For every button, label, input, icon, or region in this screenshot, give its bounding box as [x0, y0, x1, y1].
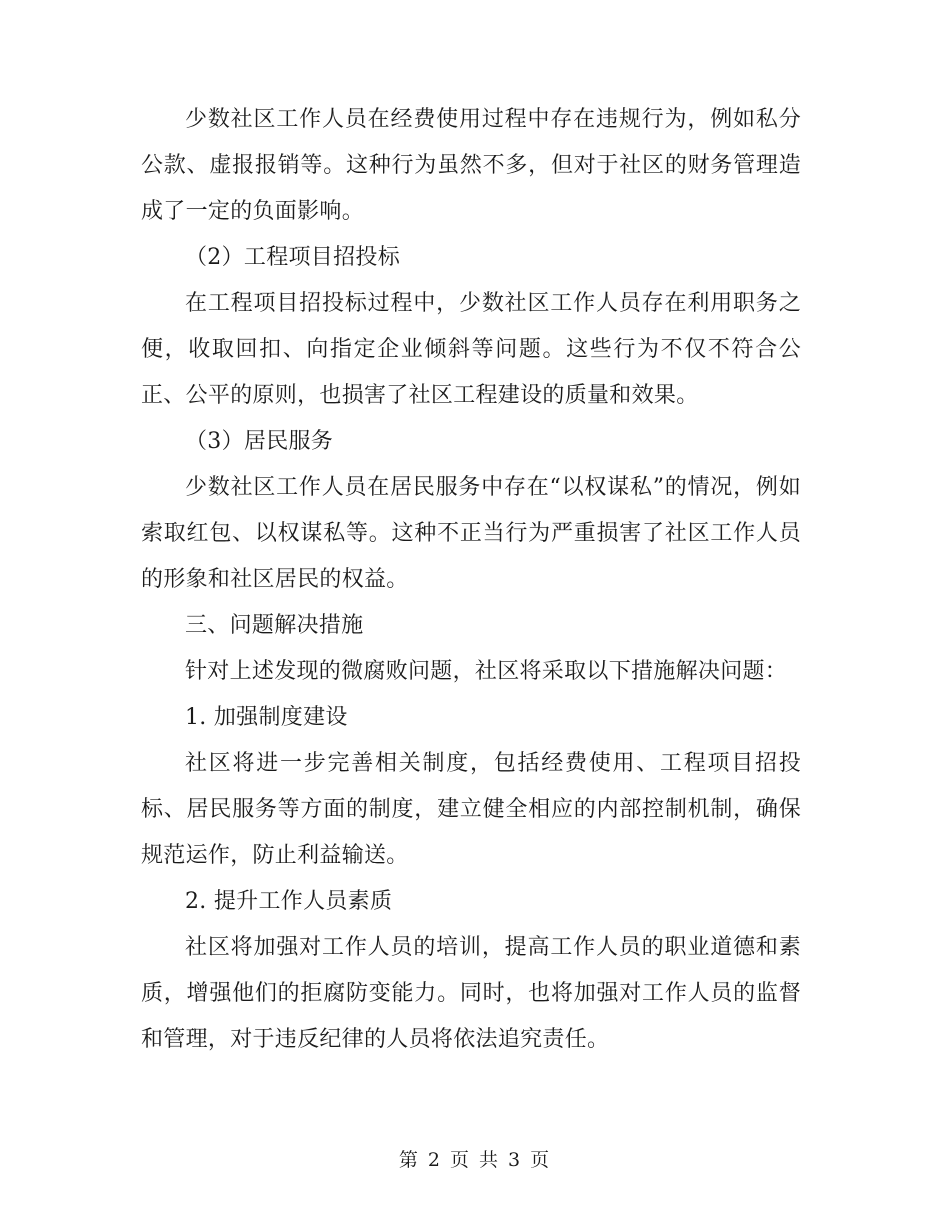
paragraph-staff-quality: 社区将加强对工作人员的培训，提高工作人员的职业道德和素质，增强他们的拒腐防变能力。同时，也将加强对工作人员的监督和管理，对于违反纪律的人员将依法追究责任。: [141, 935, 801, 1052]
paragraph-project-bidding: 在工程项目招投标过程中，少数社区工作人员存在利用职务之便，收取回扣、向指定企业倾斜等问题。这些行为不仅不符合公正、公平的原则，也损害了社区工程建设的质量和效果。: [141, 291, 801, 408]
heading-system-building: 1. 加强制度建设: [185, 705, 348, 730]
paragraph-resident-services: 少数社区工作人员在居民服务中存在“以权谋私”的情况，例如索取红包、以权谋私等。这种不正当行为严重损害了社区工作人员的形象和社区居民的权益。: [141, 475, 801, 592]
heading-staff-quality: 2. 提升工作人员素质: [185, 889, 393, 914]
heading-resident-services: （3）居民服务: [185, 429, 334, 454]
paragraph-solutions-intro: 针对上述发现的微腐败问题，社区将采取以下措施解决问题：: [185, 659, 788, 684]
document-body: [141, 97, 801, 1063]
page-number-footer: 第 2 页 共 3 页: [398, 1149, 552, 1171]
paragraph-system-building: 社区将进一步完善相关制度，包括经费使用、工程项目招投标、居民服务等方面的制度，建立健全相应的内部控制机制，确保规范运作，防止利益输送。: [141, 751, 801, 868]
heading-solutions: 三、问题解决措施: [185, 613, 364, 638]
heading-project-bidding: （2）工程项目招投标: [185, 245, 400, 270]
paragraph-funding-violations: 少数社区工作人员在经费使用过程中存在违规行为，例如私分公款、虚报报销等。这种行为虽然不多，但对于社区的财务管理造成了一定的负面影响。: [141, 107, 801, 224]
